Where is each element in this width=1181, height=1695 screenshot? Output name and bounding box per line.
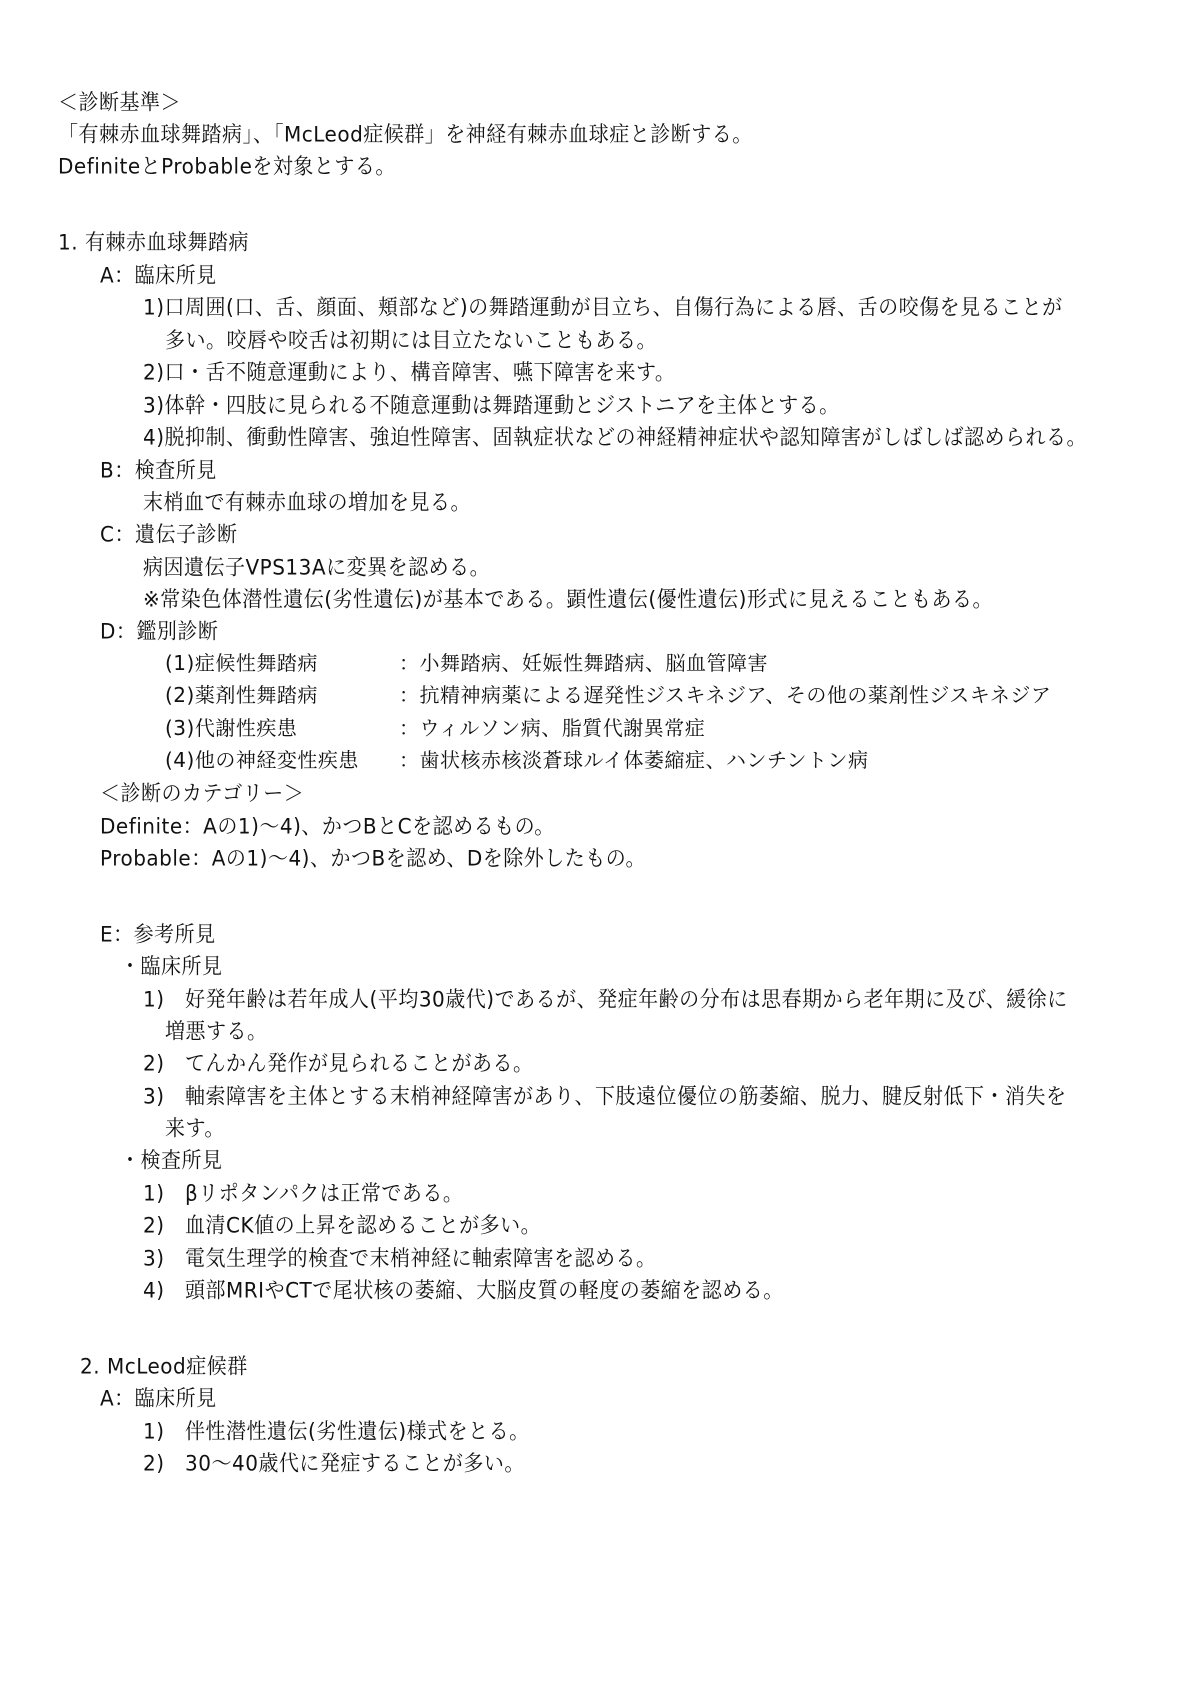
e-lab-item-3: 3) 電気生理学的検査で末梢神経に軸索障害を認める。 [143,1245,657,1271]
differential-term: (2)薬剤性舞踏病 [165,683,318,707]
category-definite: Definite：Aの1)～4)、かつBとCを認めるもの。 [100,813,555,839]
intro-line-1: 「有棘赤血球舞踏病」、「McLeod症候群」を神経有棘赤血球症と診断する。 [58,121,753,147]
e-lab-item-4: 4) 頭部MRIやCTで尾状核の萎縮、大脳皮質の軽度の萎縮を認める。 [143,1277,784,1303]
differential-term: (1)症候性舞踏病 [165,651,318,675]
section-1-b-item-1: 末梢血で有棘赤血球の増加を見る。 [143,489,471,515]
differential-term: (3)代謝性疾患 [165,716,298,740]
e-clinical-item-3: 3) 軸索障害を主体とする末梢神経障害があり、下肢遠位優位の筋萎縮、脱力、腱反射低下・消失を [143,1083,1067,1109]
section-2-heading: 2. McLeod症候群 [80,1353,248,1379]
category-probable: Probable：Aの1)～4)、かつBを認め、Dを除外したもの。 [100,845,646,871]
e-clinical-item-3-cont: 来す。 [165,1115,225,1141]
section-1-c-label: C：遺伝子診断 [100,521,238,547]
section-1-d-label: D：鑑別診断 [100,618,219,644]
differential-desc: ：小舞踏病、妊娠性舞踏病、脳血管障害 [399,651,768,675]
category-title: ＜診断のカテゴリー＞ [100,780,305,806]
section-1-heading: 1. 有棘赤血球舞踏病 [58,229,249,255]
section-1-a-item-3: 3)体幹・四肢に見られる不随意運動は舞踏運動とジストニアを主体とする。 [143,392,840,418]
differential-term: (4)他の神経変性疾患 [165,748,359,772]
criteria-title: ＜診断基準＞ [58,89,181,115]
e-clinical-label: ・臨床所見 [120,953,223,979]
section-1-b-label: B：検査所見 [100,457,217,483]
section-1-a-item-1: 1)口周囲(口、舌、顔面、頬部など)の舞踏運動が目立ち、自傷行為による唇、舌の咬傷を見ることが [143,294,1063,320]
e-lab-item-2: 2) 血清CK値の上昇を認めることが多い。 [143,1212,542,1238]
e-clinical-item-1-cont: 増悪する。 [165,1018,268,1044]
e-lab-label: ・検査所見 [120,1147,223,1173]
differential-desc: ：歯状核赤核淡蒼球ルイ体萎縮症、ハンチントン病 [399,748,869,772]
section-1-a-item-2: 2)口・舌不随意運動により、構音障害、嚥下障害を来す。 [143,359,676,385]
section-2-a-item-2: 2) 30～40歳代に発症することが多い。 [143,1450,525,1476]
section-1-a-item-4: 4)脱抑制、衝動性障害、強迫性障害、固執症状などの神経精神症状や認知障害がしばしば認められる。 [143,424,1088,450]
e-clinical-item-1: 1) 好発年齢は若年成人(平均30歳代)であるが、発症年齢の分布は思春期から老年期に及び、緩徐に [143,986,1068,1012]
section-2-a-label: A：臨床所見 [100,1385,217,1411]
e-lab-item-1: 1) βリポタンパクは正常である。 [143,1180,464,1206]
section-1-c-note: ※常染色体潜性遺伝(劣性遺伝)が基本である。顕性遺伝(優性遺伝)形式に見えることもある。 [143,586,993,612]
differential-desc: ：抗精神病薬による遅発性ジスキネジア、その他の薬剤性ジスキネジア [399,683,1052,707]
section-1-a-item-1-cont: 多い。咬唇や咬舌は初期には目立たないこともある。 [165,327,657,353]
section-1-e-label: E：参考所見 [100,921,216,947]
section-1-c-item-1: 病因遺伝子VPS13Aに変異を認める。 [143,554,491,580]
intro-line-2: DefiniteとProbableを対象とする。 [58,153,396,179]
e-clinical-item-2: 2) てんかん発作が見られることがある。 [143,1050,534,1076]
section-1-a-label: A：臨床所見 [100,262,217,288]
section-2-a-item-1: 1) 伴性潜性遺伝(劣性遺伝)様式をとる。 [143,1418,530,1444]
differential-desc: ：ウィルソン病、脂質代謝異常症 [399,716,706,740]
